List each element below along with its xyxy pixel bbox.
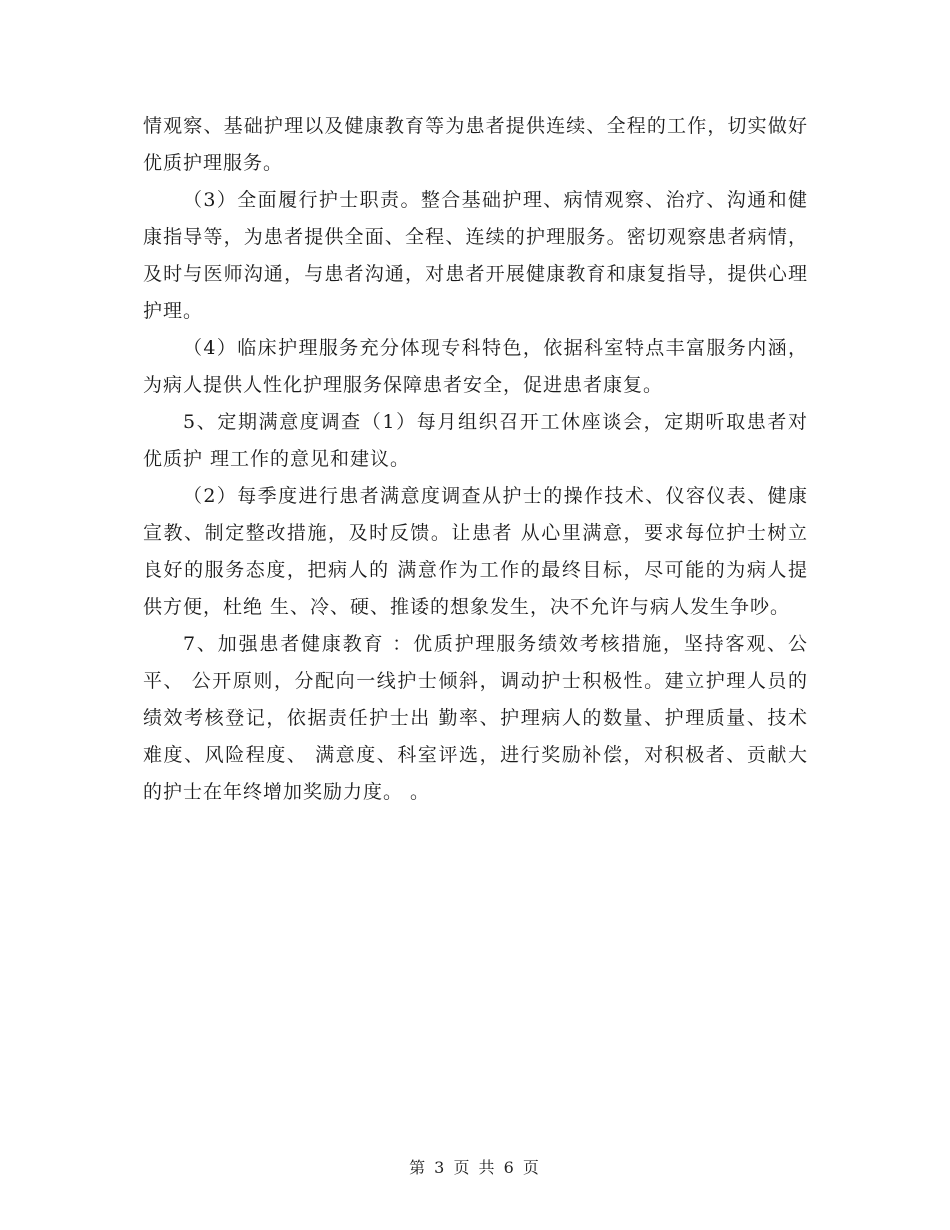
page-number-footer: 第 3 页 共 6 页	[409, 1158, 541, 1177]
paragraph-section-7: 7、加强患者健康教育 ：优质护理服务绩效考核措施，坚持客观、公平、 公开原则，分配向一线护士倾斜，调动护士积极性。建立护理人员的绩效考核登记，依据责任护士出 勤率、护理病人的数量、护理质量、技术难度、风险程度、 满意度、科室评选，进行奖励补偿，对积极者、贡献大的护士在年终增加奖励力度。 。	[143, 633, 808, 803]
document-body	[143, 108, 808, 811]
paragraph-continuation: 情观察、基础护理以及健康教育等为患者提供连续、全程的工作，切实做好优质护理服务。	[143, 115, 808, 174]
paragraph-item-2: （2）每季度进行患者满意度调查从护士的操作技术、仪容仪表、健康宣教、制定整改措施，及时反馈。让患者 从心里满意，要求每位护士树立良好的服务态度，把病人的 满意作为工作的最终目标，尽可能的为病人提供方便，杜绝 生、冷、硬、推诿的想象发生，决不允许与病人发生争吵。	[143, 485, 808, 618]
paragraph-item-4: （4）临床护理服务充分体现专科特色，依据科室特点丰富服务内涵，为病人提供人性化护理服务保障患者安全，促进患者康复。	[143, 337, 808, 396]
paragraph-section-5: 5、定期满意度调查（1）每月组织召开工休座谈会，定期听取患者对优质护 理工作的意见和建议。	[143, 411, 808, 470]
paragraph-item-3: （3）全面履行护士职责。整合基础护理、病情观察、治疗、沟通和健康指导等，为患者提供全面、全程、连续的护理服务。密切观察患者病情，及时与医师沟通，与患者沟通，对患者开展健康教育和康复指导，提供心理护理。	[143, 189, 808, 322]
